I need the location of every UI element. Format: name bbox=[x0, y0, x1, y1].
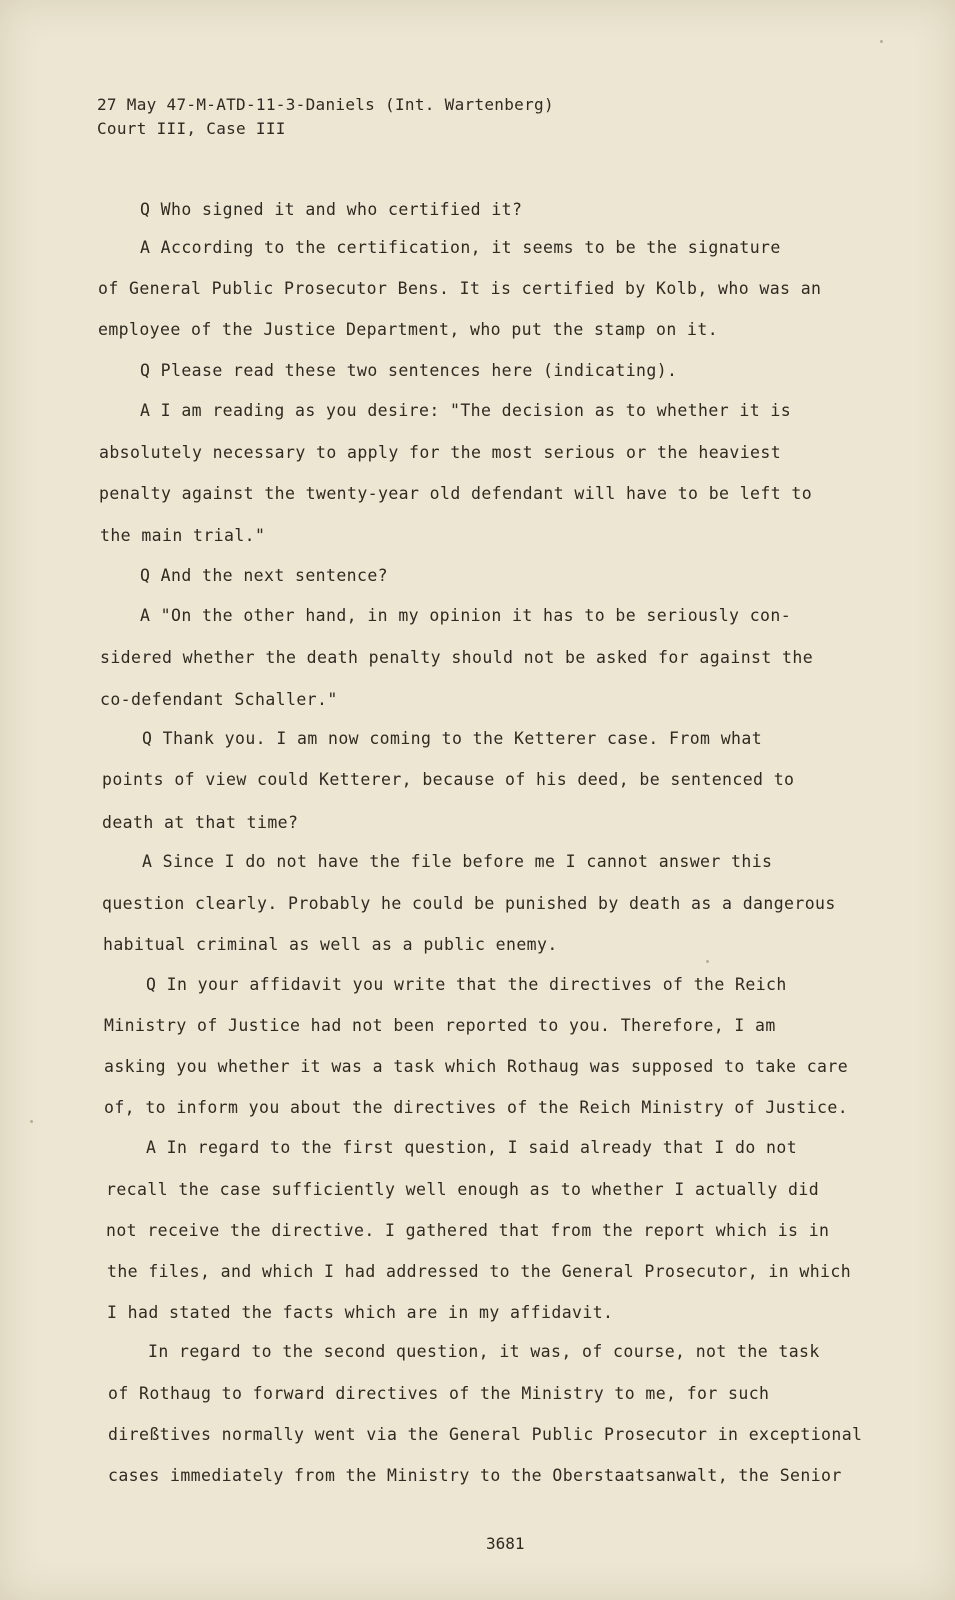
transcript-line: employee of the Justice Department, who put the stamp on it. bbox=[98, 320, 719, 339]
transcript-line: In regard to the second question, it was, of course, not the task bbox=[148, 1342, 820, 1361]
paper-speck bbox=[880, 40, 883, 43]
transcript-line: question clearly. Probably he could be punished by death as a dangerous bbox=[102, 894, 836, 913]
transcript-line: death at that time? bbox=[102, 813, 299, 832]
transcript-line: habitual criminal as well as a public enemy. bbox=[103, 935, 558, 954]
transcript-line: cases immediately from the Ministry to the Oberstaatsanwalt, the Senior bbox=[108, 1466, 842, 1485]
paper-speck bbox=[706, 960, 709, 963]
transcript-line: asking you whether it was a task which Rothaug was supposed to take care bbox=[104, 1057, 849, 1076]
transcript-line: Q Thank you. I am now coming to the Ketterer case. From what bbox=[142, 729, 763, 748]
transcript-line: Q In your affidavit you write that the directives of the Reich bbox=[146, 975, 787, 994]
transcript-line: A I am reading as you desire: "The decision as to whether it is bbox=[140, 401, 792, 420]
transcript-line: direßtives normally went via the General Public Prosecutor in exceptional bbox=[108, 1425, 863, 1444]
transcript-line: points of view could Ketterer, because of his deed, be sentenced to bbox=[102, 770, 795, 789]
transcript-line: A According to the certification, it seems to be the signature bbox=[140, 238, 781, 257]
transcript-line: co-defendant Schaller." bbox=[100, 690, 338, 709]
transcript-line: sidered whether the death penalty should not be asked for against the bbox=[100, 648, 814, 667]
transcript-line: not receive the directive. I gathered that from the report which is in bbox=[106, 1221, 830, 1240]
header-line-1: 27 May 47-M-ATD-11-3-Daniels (Int. Wartenberg) bbox=[97, 95, 554, 114]
transcript-line: Q Please read these two sentences here (indicating). bbox=[140, 361, 678, 380]
transcript-line: A Since I do not have the file before me I cannot answer this bbox=[142, 852, 773, 871]
header-line-2: Court III, Case III bbox=[97, 119, 286, 138]
transcript-line: of, to inform you about the directives of the Reich Ministry of Justice. bbox=[104, 1098, 849, 1117]
transcript-line: I had stated the facts which are in my affidavit. bbox=[107, 1303, 614, 1322]
transcript-line: recall the case sufficiently well enough as to whether I actually did bbox=[106, 1180, 820, 1199]
transcript-line: Q Who signed it and who certified it? bbox=[140, 200, 523, 219]
transcript-line: Q And the next sentence? bbox=[140, 566, 389, 585]
transcript-line: A In regard to the first question, I said already that I do not bbox=[146, 1138, 798, 1157]
transcript-line: absolutely necessary to apply for the most serious or the heaviest bbox=[99, 443, 782, 462]
paper-speck bbox=[30, 1120, 33, 1123]
transcript-line: of General Public Prosecutor Bens. It is certified by Kolb, who was an bbox=[98, 279, 822, 298]
transcript-line: A "On the other hand, in my opinion it has to be seriously con- bbox=[140, 606, 792, 625]
transcript-line: the main trial." bbox=[100, 526, 266, 545]
page-number: 3681 bbox=[486, 1534, 525, 1553]
transcript-line: of Rothaug to forward directives of the Ministry to me, for such bbox=[108, 1384, 770, 1403]
transcript-line: penalty against the twenty-year old defendant will have to be left to bbox=[99, 484, 813, 503]
transcript-line: Ministry of Justice had not been reported to you. Therefore, I am bbox=[104, 1016, 776, 1035]
transcript-line: the files, and which I had addressed to the General Prosecutor, in which bbox=[107, 1262, 852, 1281]
